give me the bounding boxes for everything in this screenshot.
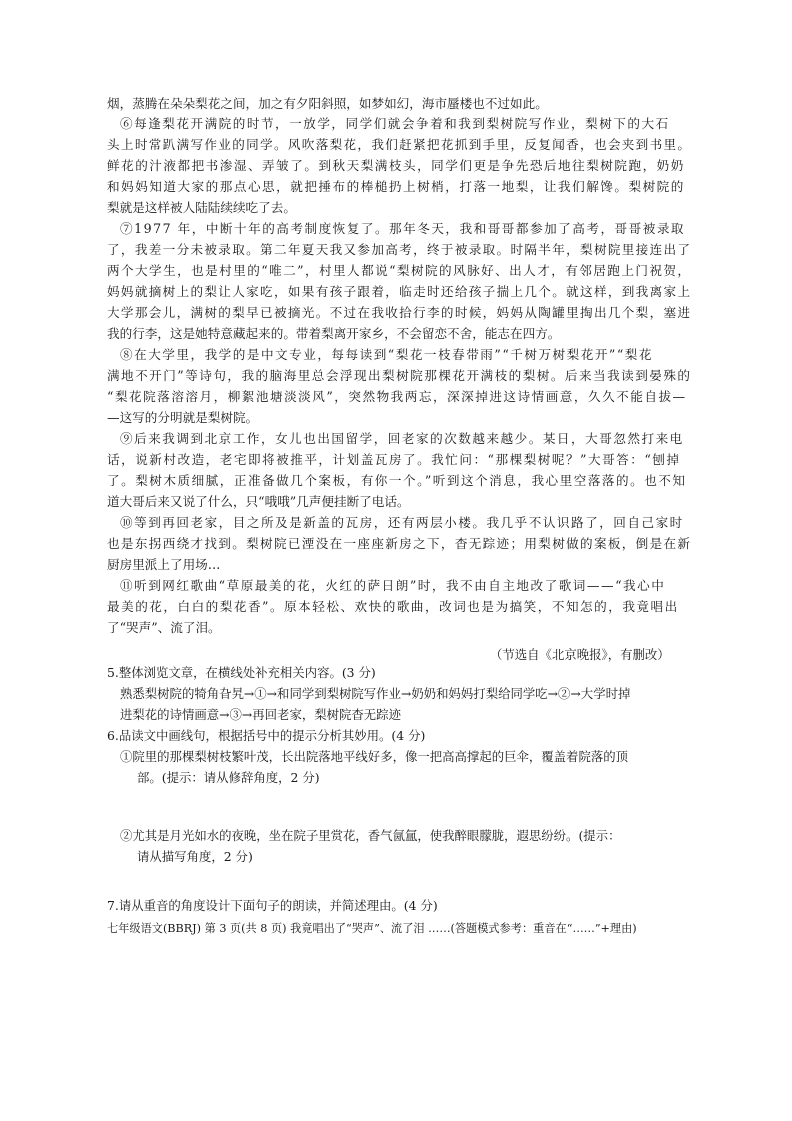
question-5-title: 5.整体浏览文章，在横线处补充相关内容。(3 分)	[107, 665, 376, 680]
question-5-line: 熟悉梨树院的犄角旮旯→①→和同学到梨树院写作业→奶奶和妈妈打梨给同学吃→②→大学时掉	[120, 686, 631, 701]
question-6-title: 6.品读文中画线句，根据括号中的提示分析其妙用。(4 分)	[107, 728, 426, 743]
question-5-line: 进梨花的诗情画意→③→再回老家，梨树院杳无踪迹	[120, 707, 401, 722]
article-line: 大学那会儿，满树的梨早已被摘光。不过在我收拾行李的时候，妈妈从陶罐里掏出几个梨，塞进	[107, 305, 692, 320]
question-6-1-line: ①院里的那棵梨树枝繁叶茂，长出院落地平线好多，像一把高高撑起的巨伞，覆盖着院落的顶	[120, 749, 629, 764]
article-line: 鲜花的汁液都把书渗湿、弄皱了。到秋天梨满枝头，同学们更是争先恐后地往梨树院跑，奶奶	[107, 158, 685, 173]
article-line: ⑪听到网红歌曲“草原最美的花，火红的萨日朗”时，我不由自主地改了歌词——“我心中	[120, 578, 666, 593]
article-line: —这写的分明就是梨树院。	[107, 410, 259, 425]
article-line: 最美的花，白白的梨花香”。原本轻松、欢快的歌曲，改词也是为搞笑，不知怎的，我竟唱出	[107, 599, 679, 614]
question-7-title: 7.请从重音的角度设计下面句子的朗读，并简述理由。(4 分)	[107, 898, 438, 913]
page-footer: 七年级语文(BBRJ) 第 3 页(共 8 页) 我竟唱出了“哭声”、流了泪 ……(答题模式参考：重音在“……”+理由)	[107, 922, 637, 935]
article-line: 厨房里派上了用场…	[107, 557, 221, 572]
question-6-1-line: 部。(提示：请从修辞角度，2 分)	[137, 770, 320, 785]
question-6-2-line: 请从描写角度，2 分)	[137, 849, 253, 864]
article-line: ⑨后来我调到北京工作，女儿也出国留学，回老家的次数越来越少。某日，大哥忽然打来电	[120, 431, 684, 446]
article-line: 我的行李，这是她特意藏起来的。带着梨离开家乡，不会留恋不舍，能志在四方。	[107, 326, 561, 341]
article-line: 妈妈就摘树上的梨让人家吃，如果有孩子跟着，临走时还给孩子揣上几个。就这样，到我离家上	[107, 284, 692, 299]
source-attribution: （节选自《北京晚报》，有删改）	[490, 647, 670, 662]
article-line: ⑩等到再回老家，目之所及是新盖的瓦房，还有两层小楼。我几乎不认识路了，回自己家时	[120, 515, 684, 530]
article-line: 了“哭声”、流了泪。	[107, 620, 221, 635]
article-line: 了，我差一分未被录取。第二年夏天我又参加高考，终于被录取。时隔半年，梨树院里接连出了	[107, 242, 692, 257]
article-line: 了。梨树木质细腻，正准备做几个案板，有你一个。”听到这个消息，我心里空落落的。也不知	[107, 473, 687, 488]
article-line: 梨就是这样被人陆陆续续吃了去。	[107, 200, 296, 215]
article-line: 话，说新村改造，老宅即将被推平，计划盖瓦房了。我忙问：“那棵梨树呢？”大哥答：“刨掉	[107, 452, 681, 467]
article-line: ⑧在大学里，我学的是中文专业，每每读到“梨花一枝春带雨”“千树万树梨花开”“梨花	[120, 347, 653, 362]
article-line: “梨花院落溶溶月，柳絮池塘淡淡风”，突然物我两忘，深深掉进这诗情画意，久久不能自拔—	[107, 389, 687, 404]
article-line: 也是东拐西绕才找到。梨树院已湮没在一座座新房之下，杳无踪迹；用梨树做的案板，倒是在新	[107, 536, 692, 551]
article-line: 和妈妈知道大家的那点心思，就把捶布的棒槌扔上树梢，打落一地梨，让我们解馋。梨树院的	[107, 179, 685, 194]
article-line: 两个大学生，也是村里的“唯二”，村里人都说“梨树院的风脉好、出人才，有邻居跑上门祝贺，	[107, 263, 692, 278]
article-line: ⑥每逢梨花开满院的时节，一放学，同学们就会争着和我到梨树院写作业，梨树下的大石	[120, 116, 670, 131]
article-line: 烟，蒸腾在朵朵梨花之间，加之有夕阳斜照，如梦如幻，海市蜃楼也不过如此。	[107, 96, 548, 111]
article-line: 道大哥后来又说了什么，只“哦哦”几声便挂断了电话。	[107, 494, 410, 509]
article-line: 头上时常趴满写作业的同学。风吹落梨花，我们赶紧把花抓到手里，反复闻香，也会夹到书里。	[107, 137, 692, 152]
question-6-2-line: ②尤其是月光如水的夜晚，坐在院子里赏花，香气氤氲，使我醉眼朦胧，遐思纷纷。(提示：	[120, 828, 621, 843]
article-line: ⑦1977 年，中断十年的高考制度恢复了。那年冬天，我和哥哥都参加了高考，哥哥被录取	[120, 221, 686, 236]
article-line: 满地不开门”等诗句，我的脑海里总会浮现出梨树院那棵花开满枝的梨树。后来当我读到晏殊的	[107, 368, 692, 383]
